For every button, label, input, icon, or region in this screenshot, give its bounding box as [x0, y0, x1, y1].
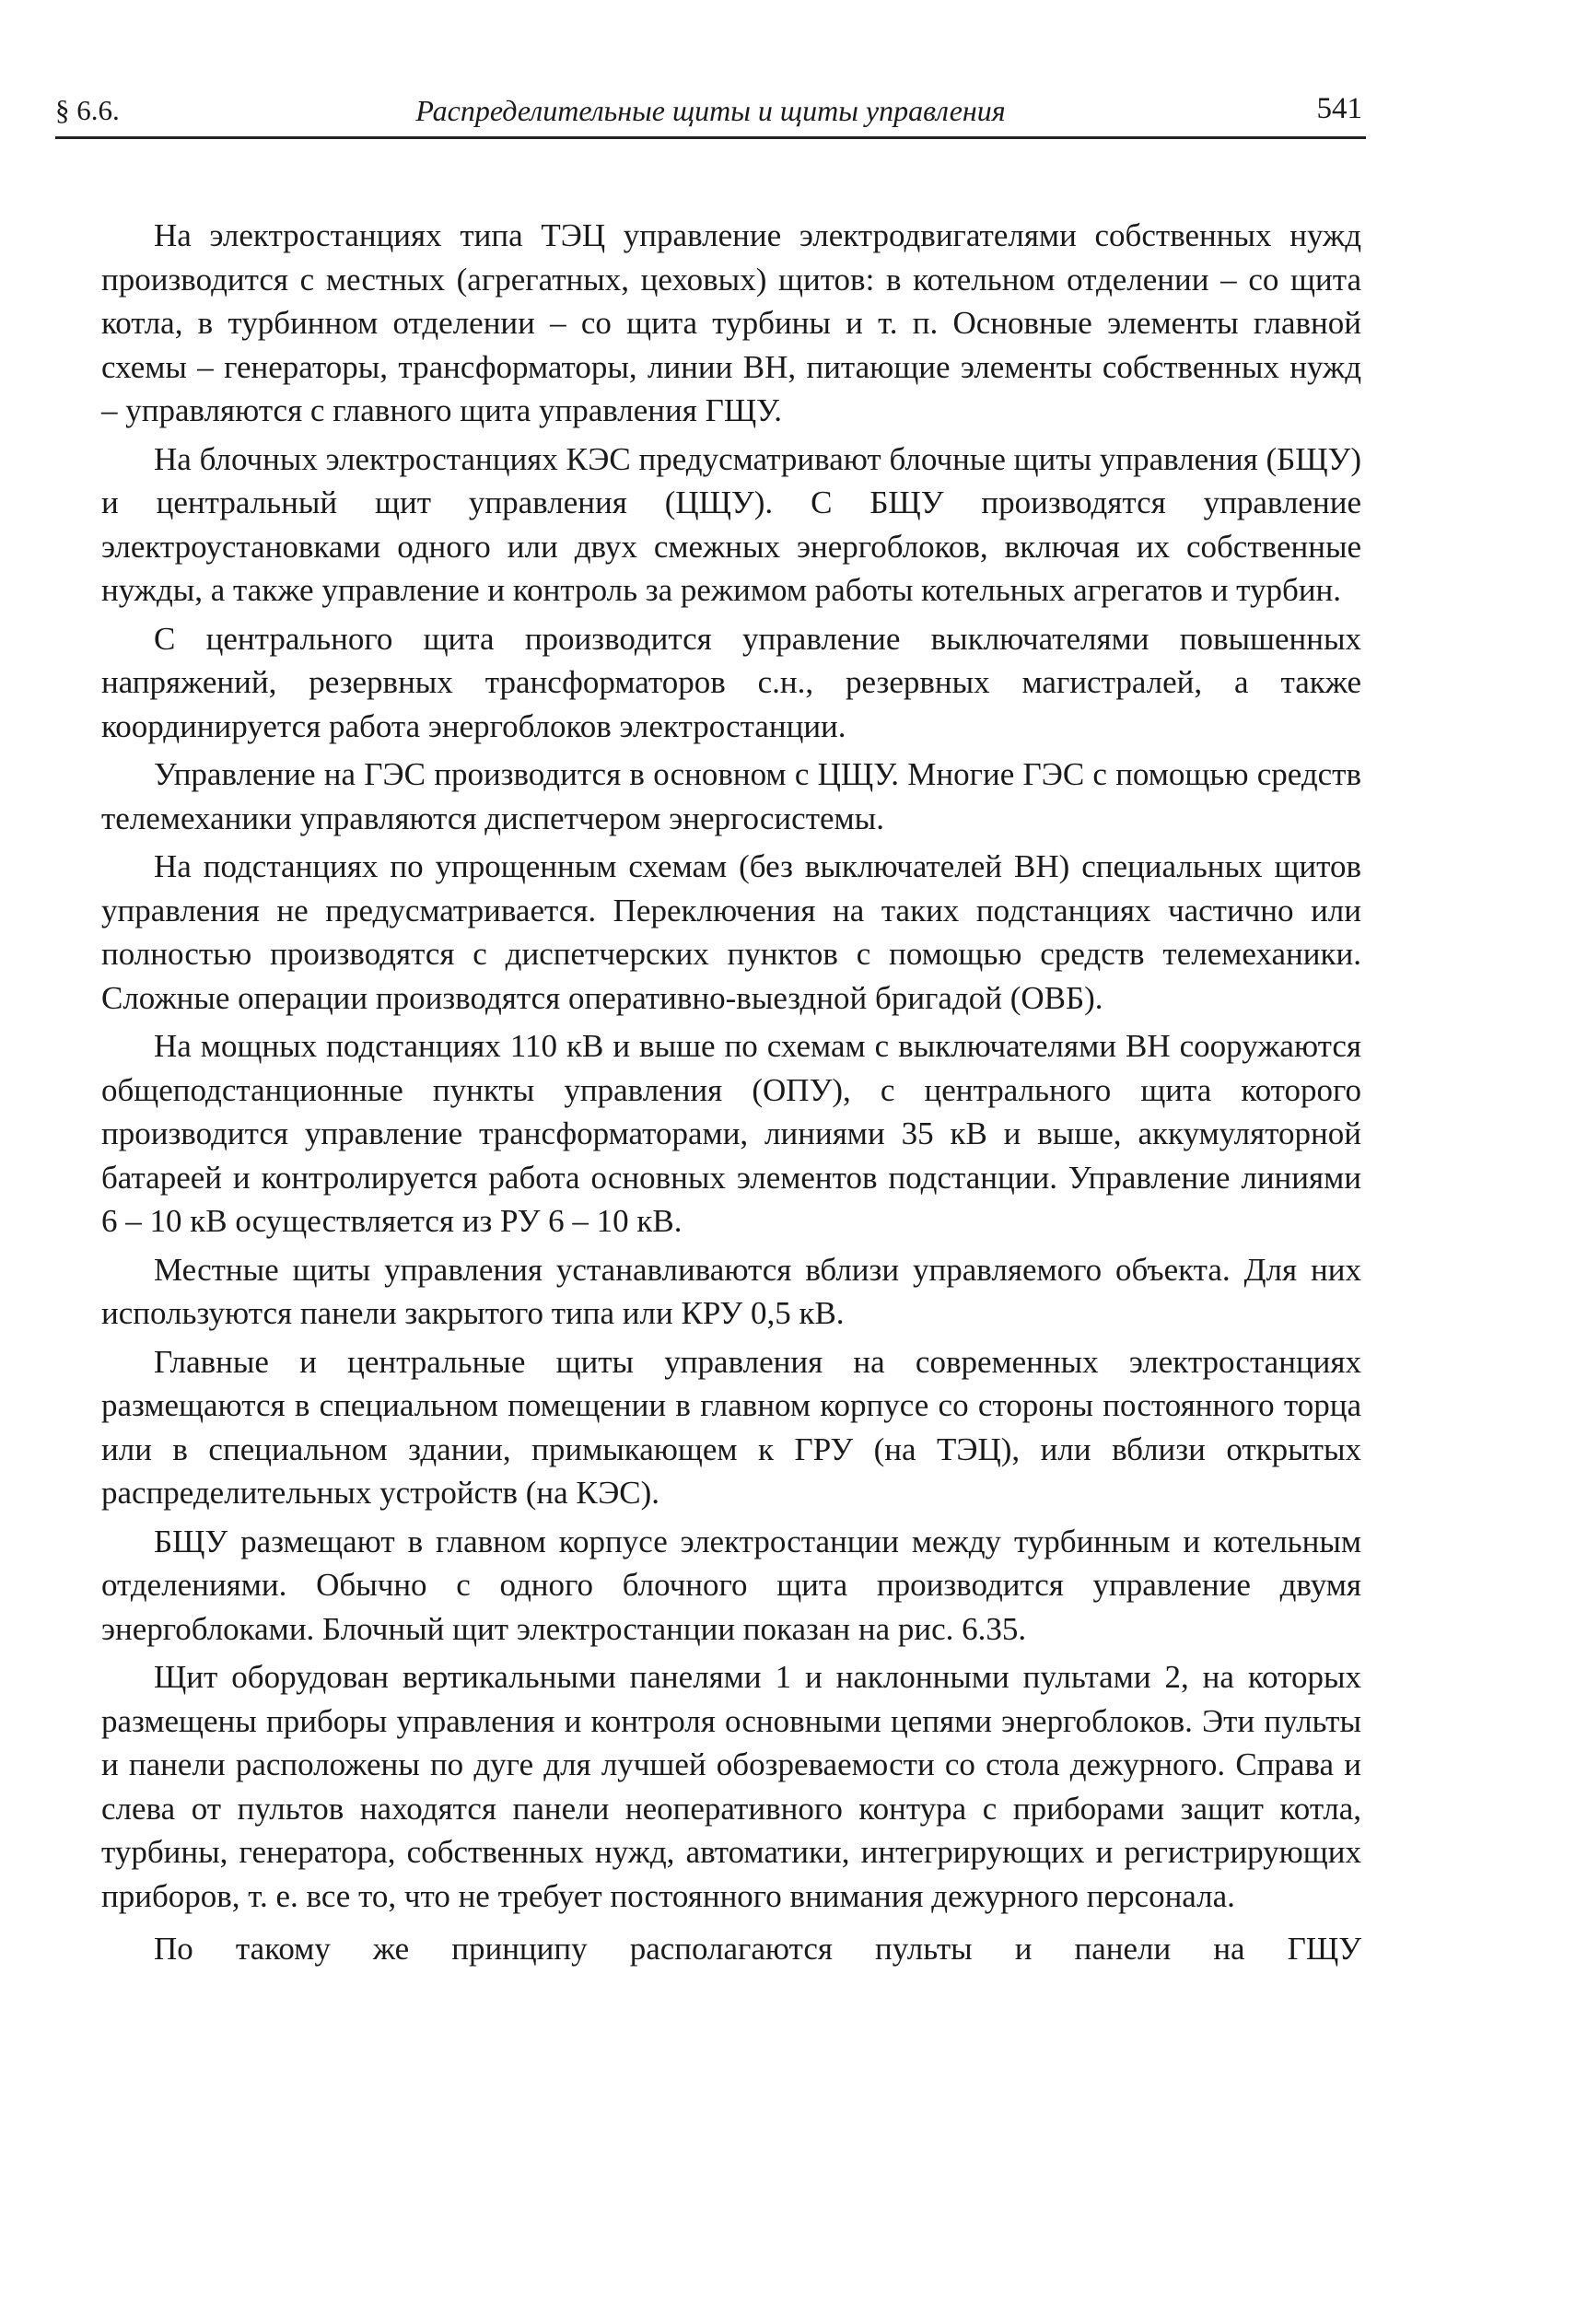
body-text: [101, 214, 1361, 1976]
section-number: § 6.6.: [55, 94, 120, 126]
paragraph-kes: На блочных электростанциях КЭС предусматривают блочные щиты управления (БЩУ) и центральный щит управления (ЦЩУ). С БЩУ производятся управление электроустановками одного или двух смежных энергоблоков, включая их собственные нужды, а также управление и контроль за режимом работы котельных агрегатов и турбин.: [101, 440, 1361, 608]
paragraph-tec: На электростанциях типа ТЭЦ управление электродвигателями собственных нужд производится с местных (агрегатных, цеховых) щитов: в котельном отделении – со щита котла, в турбинном отделении – со щита турбины и т. п. Основные элементы главной схемы – генераторы, трансформаторы, линии ВН, питающие элементы собственных нужд – управляются с главного щита управления ГЩУ.: [101, 217, 1361, 428]
paragraph-ges: Управление на ГЭС производится в основном с ЦЩУ. Многие ГЭС с помощью средств телемеханики управляются диспетчером энергосистемы.: [101, 756, 1361, 836]
running-header: [55, 92, 1366, 139]
paragraph-powerful-substations: На мощных подстанциях 110 кВ и выше по схемам с выключателями ВН сооружаются общеподстанционные пункты управления (ОПУ), с центрального щита которого производится управление трансформаторами, линиями 35 кВ и выше, аккумуляторной батареей и контролируется работа основных элементов подстанции. Управление линиями 6 – 10 кВ осуществляется из РУ 6 – 10 кВ.: [101, 1028, 1361, 1239]
paragraph-central-board: С центрального щита производится управление выключателями повышенных напряжений, резервных трансформаторов с.н., резервных магистралей, а также координируется работа энергоблоков электростанции.: [101, 620, 1361, 744]
paragraph-local-boards: Местные щиты управления устанавливаются вблизи управляемого объекта. Для них используются панели закрытого типа или КРУ 0,5 кВ.: [101, 1251, 1361, 1331]
paragraph-simplified-substations: На подстанциях по упрощенным схемам (без выключателей ВН) специальных щитов управления не предусматривается. Переключения на таких подстанциях частично или полностью производятся с диспетчерских пунктов с помощью средств телемеханики. Сложные операции производятся оперативно-выездной бригадой (ОВБ).: [101, 848, 1361, 1016]
page-number: 541: [1316, 92, 1362, 125]
paragraph-main-boards: Главные и центральные щиты управления на современных электростанциях размещаются в специальном помещении в главном корпусе со стороны постоянного торца или в специальном здании, примыкающем к ГРУ (на ТЭЦ), или вблизи открытых распределительных устройств (на КЭС).: [101, 1343, 1361, 1511]
running-title: Распределительные щиты и щиты управления: [415, 94, 1006, 127]
paragraph-gshu: По такому же принципу располагаются пульты и панели на ГЩУ: [154, 1931, 1361, 1967]
paragraph-board-equipment: Щит оборудован вертикальными панелями 1 и наклонными пультами 2, на которых размещены приборы управления и контроля основными цепями энергоблоков. Эти пульты и панели расположены по дуге для лучшей обозреваемости со стола дежурного. Справа и слева от пультов находятся панели неоперативного контура с приборами защит котла, турбины, генератора, собственных нужд, автоматики, интегрирующих и регистрирующих приборов, т. е. все то, что не требует постоянного внимания дежурного персонала.: [101, 1659, 1361, 1914]
paragraph-bshu-placement: БЩУ размещают в главном корпусе электростанции между турбинным и котельным отделениями. Обычно с одного блочного щита производится управление двумя энергоблоками. Блочный щит электростанции показан на рис. 6.35.: [101, 1523, 1361, 1647]
